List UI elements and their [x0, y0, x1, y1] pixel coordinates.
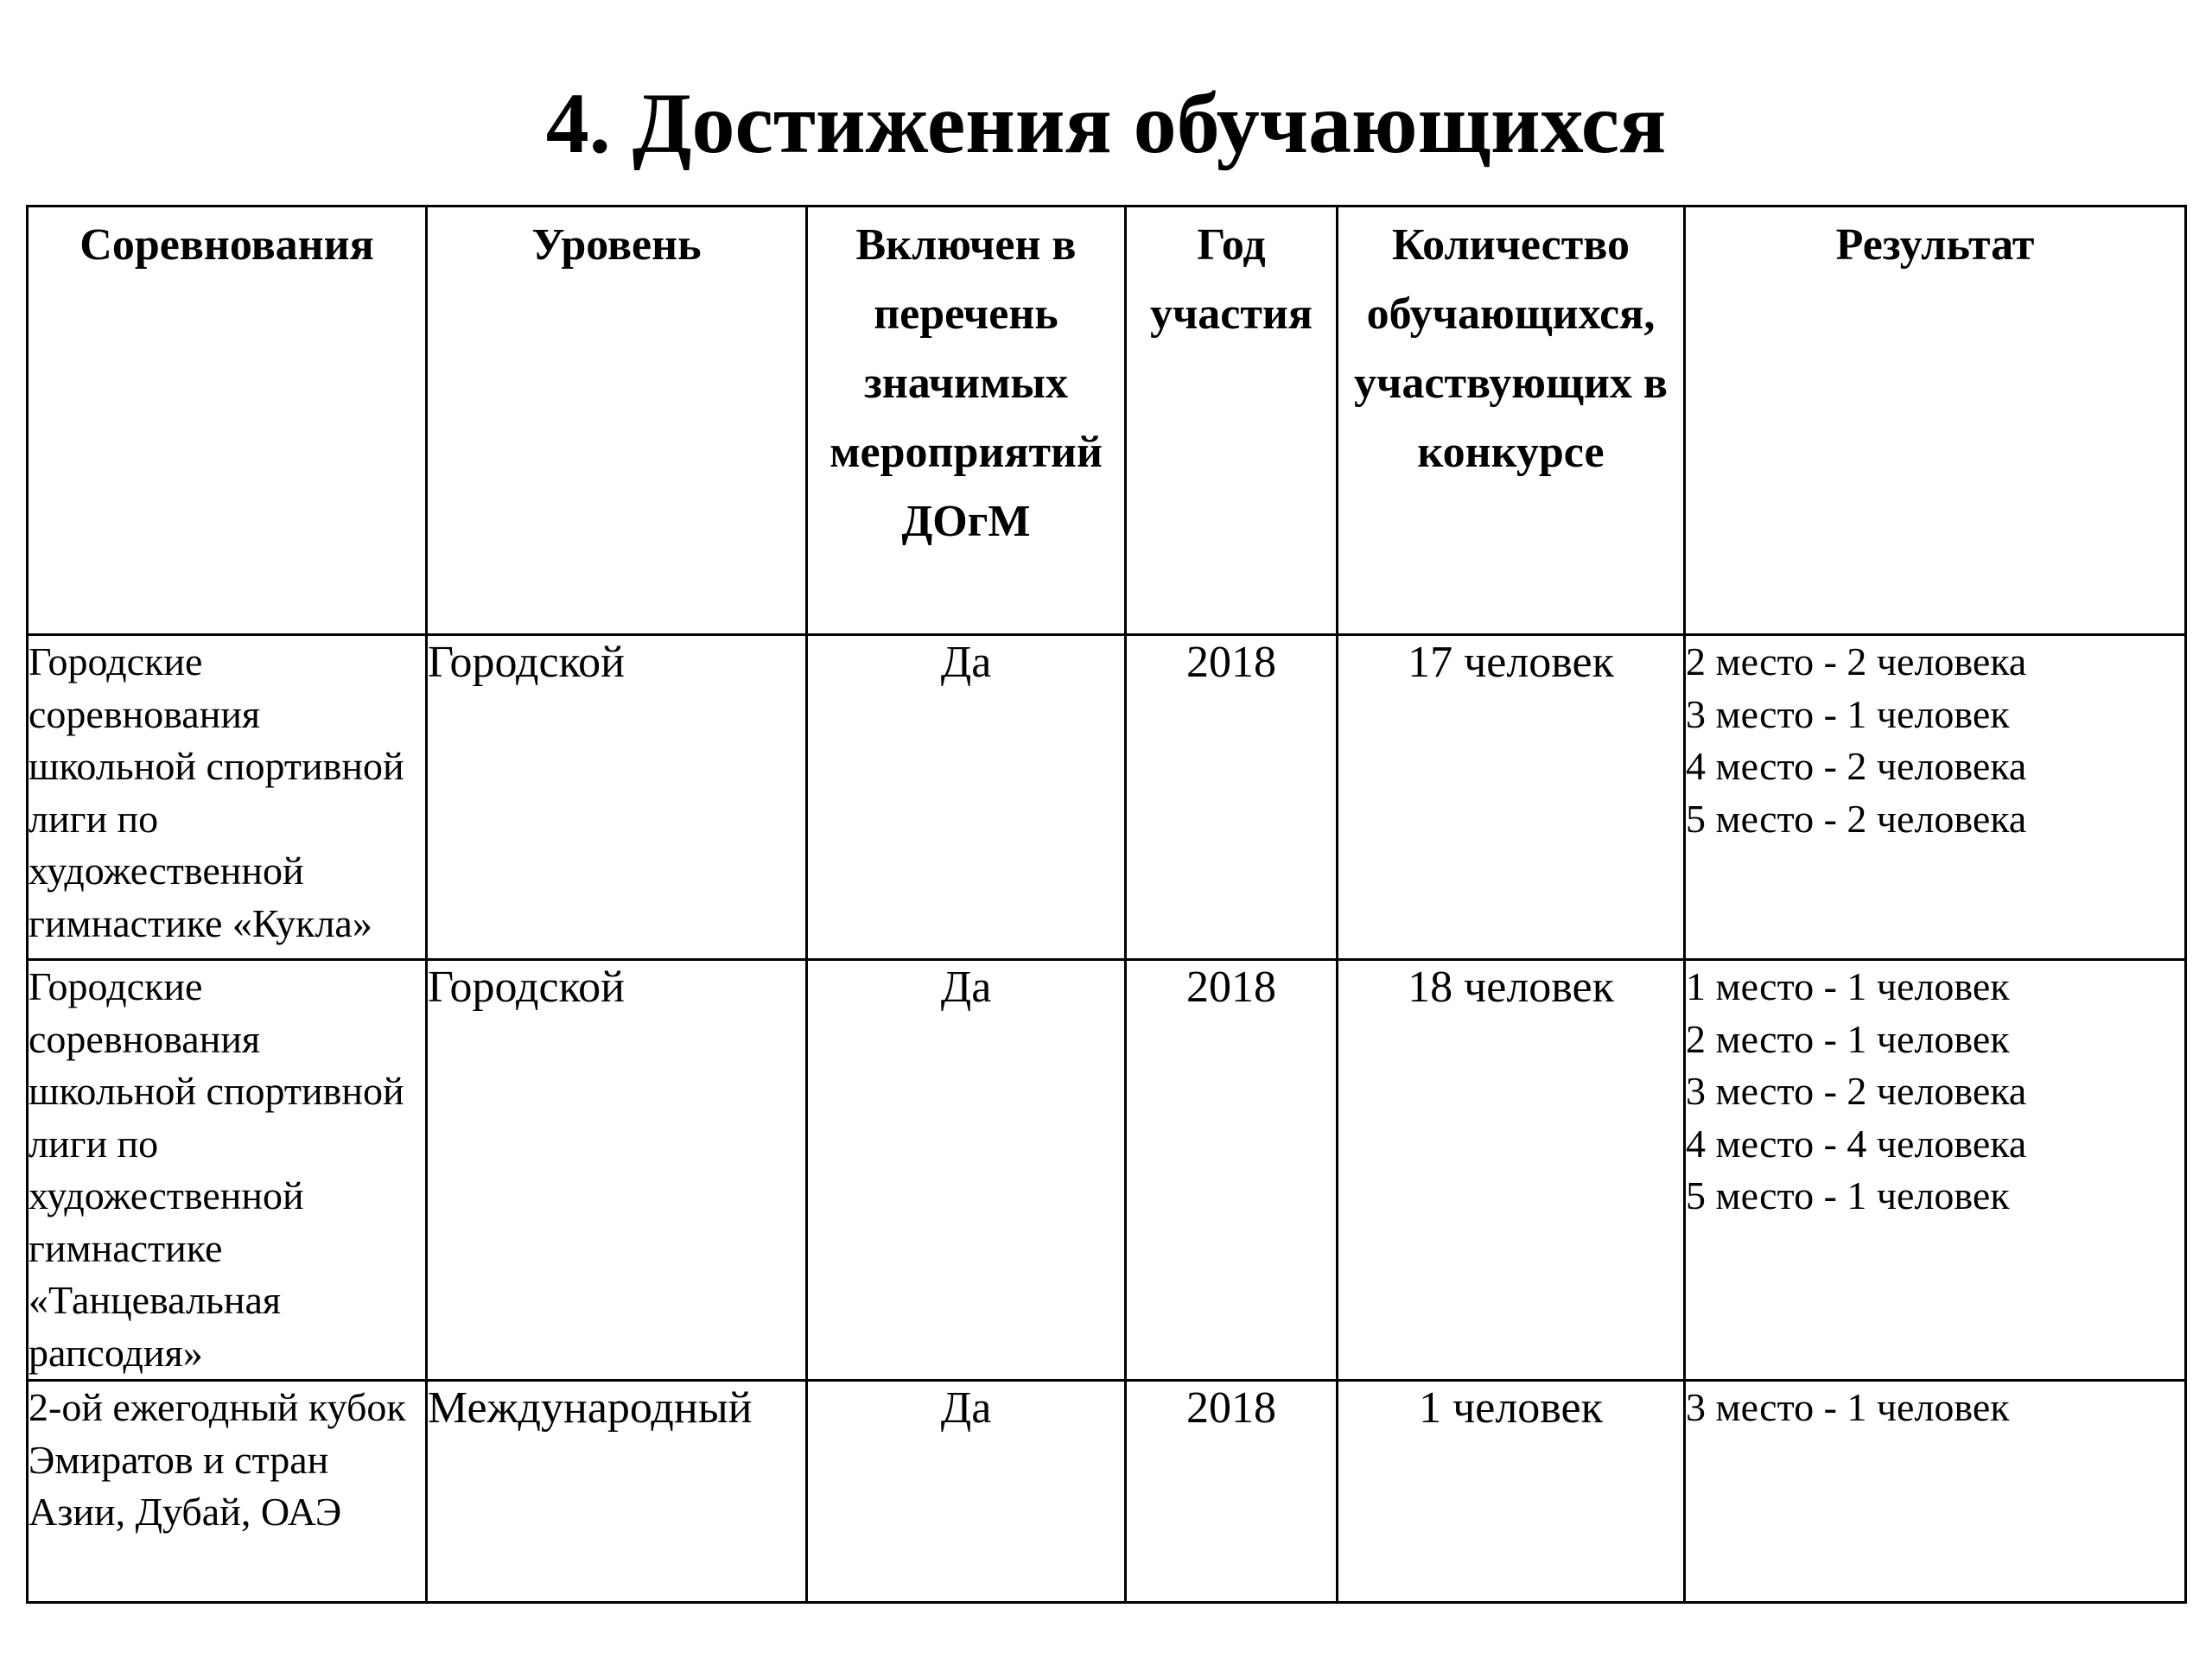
result-cell: [1685, 960, 2186, 1381]
year-cell: 2018: [1126, 1381, 1338, 1603]
header-result: Результат: [1685, 207, 2186, 635]
result-line: 2 место - 2 человека: [1686, 639, 2027, 683]
count-cell: 18 человек: [1338, 960, 1685, 1381]
included-cell: Да: [807, 960, 1126, 1381]
competition-cell: Городские соревнования школьной спортивной лиги по художественной гимнастике «Кукла»: [28, 635, 427, 960]
result-cell: [1685, 1381, 2186, 1603]
competition-cell: 2-ой ежегодный кубок Эмиратов и стран Азии, Дубай, ОАЭ: [28, 1381, 427, 1603]
level-cell: Международный: [427, 1381, 807, 1603]
header-level: Уровень: [427, 207, 807, 635]
level-cell: Городской: [427, 960, 807, 1381]
table-row: [28, 960, 2186, 1381]
header-count: Количество обучающихся, участвующих в конкурсе: [1338, 207, 1685, 635]
result-line: 5 место - 2 человека: [1686, 796, 2027, 841]
result-line: 3 место - 2 человека: [1686, 1069, 2027, 1113]
result-line: 5 место - 1 человек: [1686, 1173, 2010, 1217]
result-line: 4 место - 2 человека: [1686, 744, 2027, 788]
header-competitions: Соревнования: [28, 207, 427, 635]
result-line: 3 место - 1 человек: [1686, 691, 2010, 736]
table-row: [28, 635, 2186, 960]
count-cell: 1 человек: [1338, 1381, 1685, 1603]
header-year: Год участия: [1126, 207, 1338, 635]
page-title: 4. Достижения обучающихся: [545, 75, 1667, 171]
table-header-row: [28, 207, 2186, 635]
achievements-table: [26, 205, 2187, 1604]
count-cell: 17 человек: [1338, 635, 1685, 960]
year-cell: 2018: [1126, 635, 1338, 960]
result-line: 4 место - 4 человека: [1686, 1121, 2027, 1166]
included-cell: Да: [807, 635, 1126, 960]
included-cell: Да: [807, 1381, 1126, 1603]
header-included: Включен в перечень значимых мероприятий ДОгМ: [807, 207, 1126, 635]
result-cell: [1685, 635, 2186, 960]
competition-cell: Городские соревнования школьной спортивной лиги по художественной гимнастике «Танцевальная рапсодия»: [28, 960, 427, 1381]
table-row: [28, 1381, 2186, 1603]
year-cell: 2018: [1126, 960, 1338, 1381]
result-line: 3 место - 1 человек: [1686, 1385, 2010, 1429]
result-line: 1 место - 1 человек: [1686, 964, 2010, 1008]
level-cell: Городской: [427, 635, 807, 960]
result-line: 2 место - 1 человек: [1686, 1016, 2010, 1061]
